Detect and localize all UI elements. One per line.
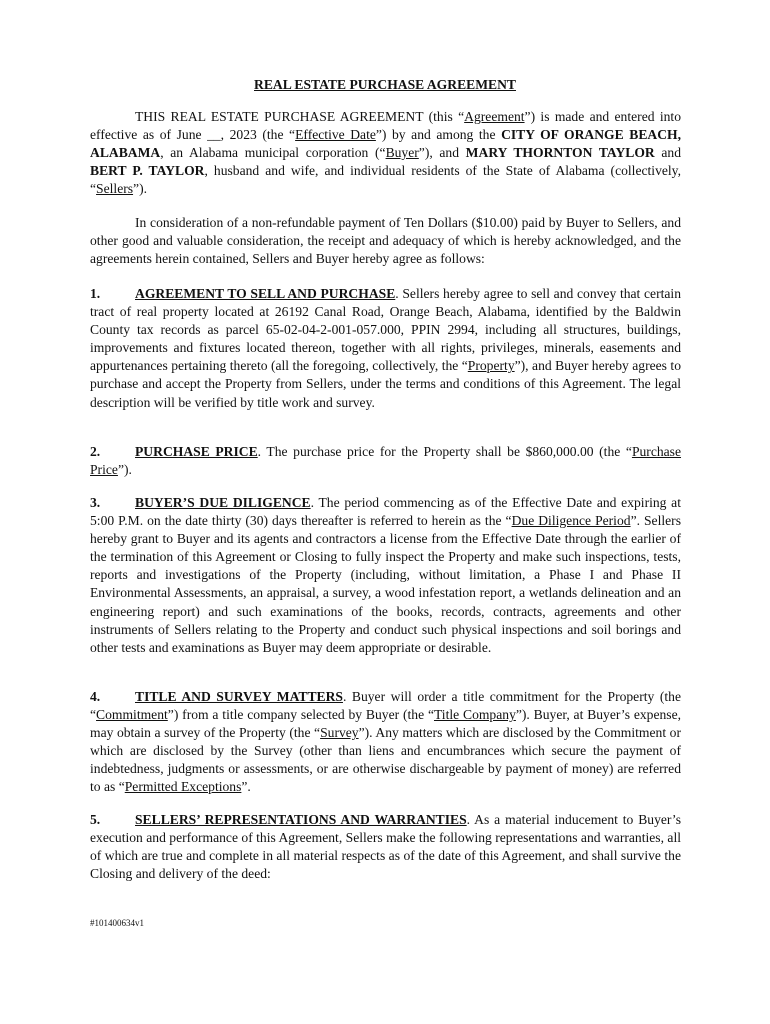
defined-term: Survey (320, 725, 359, 741)
defined-term: Purchase Price (90, 444, 682, 478)
section-heading: TITLE AND SURVEY MATTERS (135, 689, 343, 704)
defined-term: Due Diligence Period (511, 513, 631, 529)
defined-term: Buyer (385, 145, 419, 161)
section-number: 1. (90, 286, 101, 301)
defined-term: Property (467, 358, 515, 374)
intro-paragraph: THIS REAL ESTATE PURCHASE AGREEMENT (this “Agreement”) is made and entered into effective as of June __, 2023 (the “Effective Date”) by and among the CITY OF ORANGE BEACH, ALABAMA, an Alabama municipal corporation (“Buyer”), and MARY THORNTON TAYLOR and BERT P. TAYLOR, husband and wife, and individual residents of the State of Alabama (collectively, “Sellers”). (90, 109, 681, 197)
defined-term: Agreement (464, 109, 525, 124)
party-name: MARY THORNTON TAYLOR (465, 145, 655, 161)
document-title: REAL ESTATE PURCHASE AGREEMENT (254, 77, 516, 92)
party-name: BERT P. TAYLOR (90, 163, 205, 179)
section-4: 4. TITLE AND SURVEY MATTERS. Buyer will order a title commitment for the Property (the “Commitment”) from a title company selected by Buyer (the “Title Company”). Buyer, at Buyer’s expense, may obtain a survey of the Property (the “Survey”). Any matters which are disclosed by the Commitment or which are disclosed by the Survey (other than liens and encumbrances which secure the payment of indebtedness, judgments or assessments, or are otherwise dischargeable by payment of money) are referred to as “Permitted Exceptions”. (90, 689, 681, 795)
section-heading: BUYER’S DUE DILIGENCE (135, 495, 311, 510)
defined-term: Effective Date (295, 127, 376, 143)
section-5: 5. SELLERS’ REPRESENTATIONS AND WARRANTIES. As a material inducement to Buyer’s execution and performance of this Agreement, Sellers make the following representations and warranties, all of which are true and complete in all material respects as of the date of this Agreement, and shall survive the Closing and delivery of the deed: (90, 812, 682, 882)
consideration-paragraph: In consideration of a non-refundable payment of Ten Dollars ($10.00) paid by Buyer to Sellers, and other good and valuable consideration, the receipt and adequacy of which is hereby acknowledged, and the agreements herein contained, Sellers and Buyer hereby agree as follows: (90, 215, 681, 267)
section-number: 5. (90, 812, 101, 827)
defined-term: Permitted Exceptions (124, 779, 242, 795)
section-heading: SELLERS’ REPRESENTATIONS AND WARRANTIES (135, 812, 467, 827)
section-heading: PURCHASE PRICE (135, 444, 258, 459)
document-id-footer: #101400634v1 (90, 918, 144, 928)
defined-term: Sellers (96, 181, 134, 197)
section-1: 1. AGREEMENT TO SELL AND PURCHASE. Sellers hereby agree to sell and convey that certain tract of real property located at 26192 Canal Road, Orange Beach, Alabama, identified by the Baldwin County tax records as parcel 65-02-04-2-001-057.000, PPIN 2994, including all structures, buildings, improvements and fixtures located thereon, together with all rights, privileges, minerals, easements and appurtenances pertaining thereto (all the foregoing, collectively, the “Property”), and Buyer hereby agrees to purchase and accept the Property from Sellers, under the terms and conditions of this Agreement. The legal description will be verified by title work and survey. (90, 286, 681, 410)
defined-term: Commitment (96, 707, 168, 723)
section-number: 4. (90, 689, 101, 704)
section-number: 2. (90, 444, 101, 459)
section-heading: AGREEMENT TO SELL AND PURCHASE (135, 286, 396, 301)
party-name: CITY OF ORANGE BEACH, ALABAMA (90, 127, 681, 161)
defined-term: Title Company (433, 707, 516, 723)
section-number: 3. (90, 495, 101, 510)
section-3: 3. BUYER’S DUE DILIGENCE. The period commencing as of the Effective Date and expiring at 5:00 P.M. on the date thirty (30) days thereafter is referred to herein as the “Due Diligence Period”. Sellers hereby grant to Buyer and its agents and contractors a license from the Effective Date through the earlier of the termination of this Agreement or Closing to fully inspect the Property and make such inspections, tests, reports and investigations of the Property (including, without limitation, a Phase I and Phase II Environmental Assessments, an appraisal, a survey, a wood infestation report, a wetlands delineation and an engineering report) and such examinations of the books, records, contracts, agreements and other instruments of Sellers relating to the Property and conduct such physical inspections and soil borings and other tests and examinations as Buyer may deem appropriate or desirable. (90, 495, 681, 655)
section-2: 2. PURCHASE PRICE. The purchase price for the Property shall be $860,000.00 (the “Purchase Price”). (90, 444, 682, 478)
